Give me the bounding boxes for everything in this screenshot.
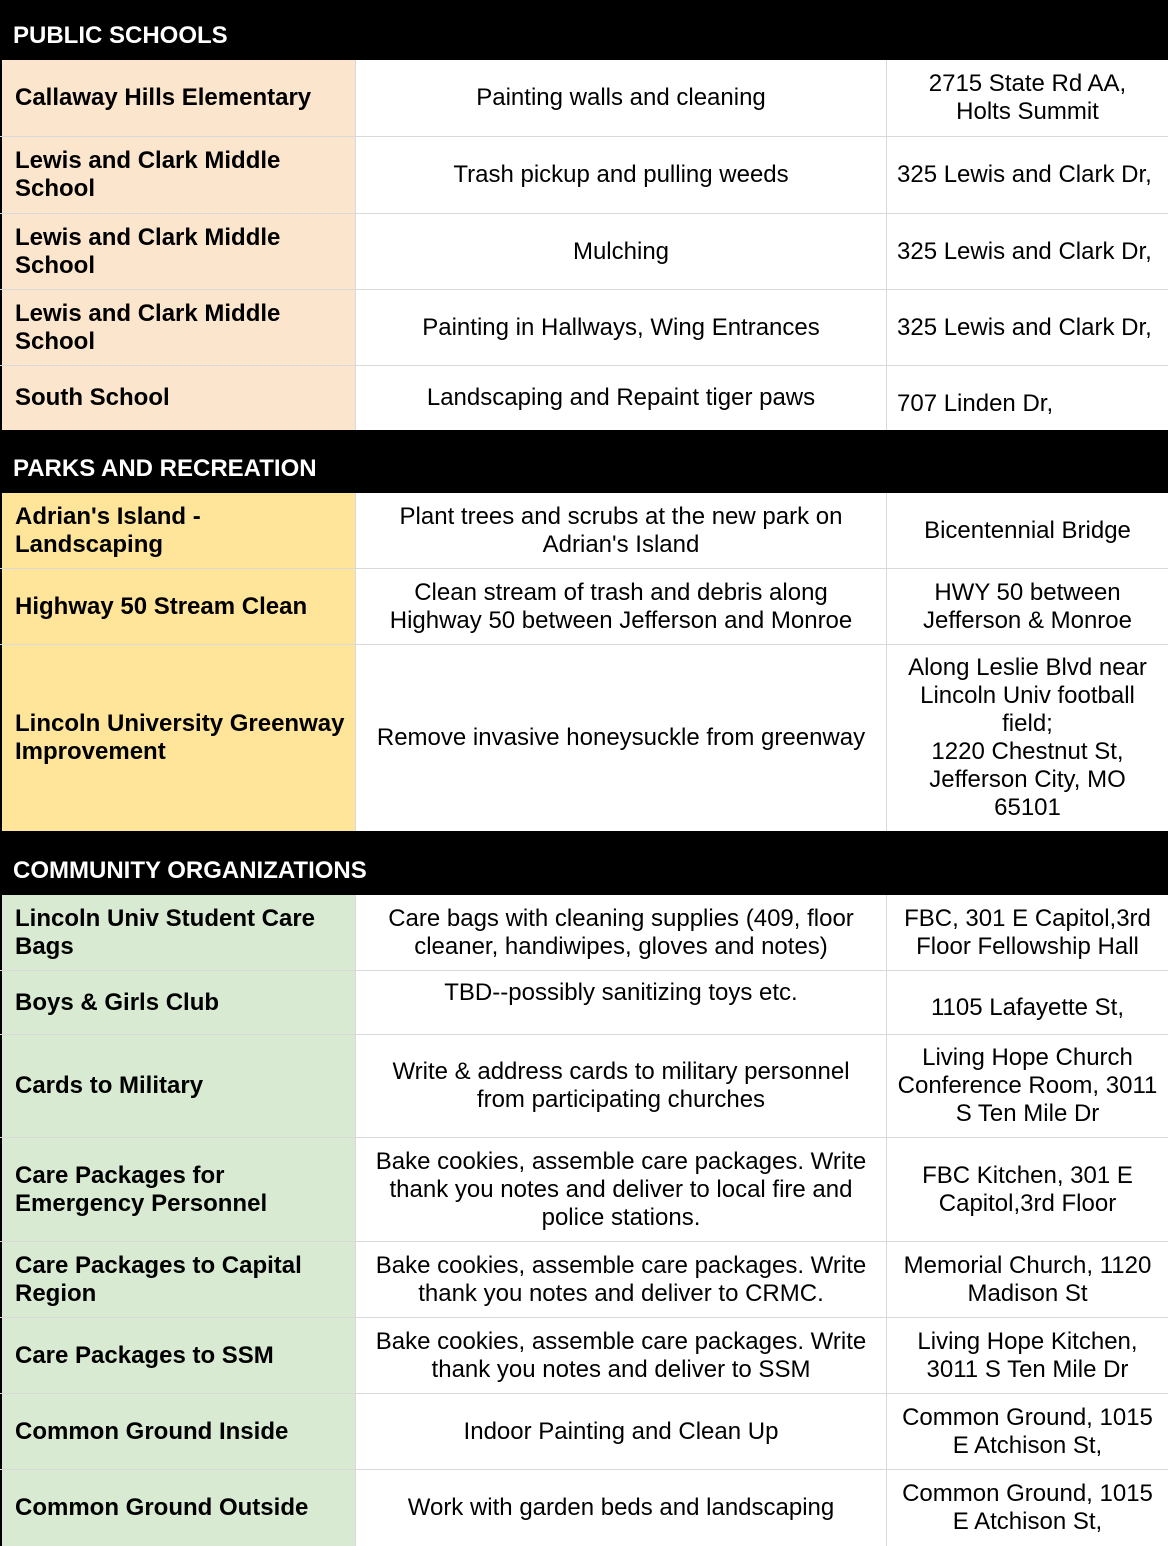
location: FBC, 301 E Capitol,3rd Floor Fellowship Hall — [886, 895, 1168, 970]
task-description: Indoor Painting and Clean Up — [355, 1394, 886, 1469]
task-description: Mulching — [355, 214, 886, 289]
table-row — [0, 645, 1168, 831]
location: Living Hope Church Conference Room, 3011 S Ten Mile Dr — [886, 1035, 1168, 1137]
project-name: Common Ground Inside — [0, 1394, 355, 1469]
project-name: Common Ground Outside — [0, 1470, 355, 1546]
table-row — [0, 1035, 1168, 1138]
table-row — [0, 1242, 1168, 1318]
project-name: Care Packages for Emergency Personnel — [0, 1138, 355, 1241]
table-row — [0, 366, 1168, 430]
task-description: Painting in Hallways, Wing Entrances — [355, 290, 886, 365]
project-name: Callaway Hills Elementary — [0, 60, 355, 136]
location: Living Hope Kitchen, 3011 S Ten Mile Dr — [886, 1318, 1168, 1393]
project-name: South School — [0, 366, 355, 430]
task-description: Care bags with cleaning supplies (409, floor cleaner, handiwipes, gloves and notes) — [355, 895, 886, 970]
task-description: TBD--possibly sanitizing toys etc. — [355, 971, 886, 1034]
project-name: Cards to Military — [0, 1035, 355, 1137]
location: Common Ground, 1015 E Atchison St, — [886, 1394, 1168, 1469]
location: 325 Lewis and Clark Dr, — [886, 214, 1168, 289]
project-name: Lewis and Clark Middle School — [0, 290, 355, 365]
section-header-parks-and-recreation — [0, 430, 1168, 493]
table-row — [0, 60, 1168, 137]
task-description: Clean stream of trash and debris along Highway 50 between Jefferson and Monroe — [355, 569, 886, 644]
location: Bicentennial Bridge — [886, 493, 1168, 568]
table-row — [0, 137, 1168, 214]
table-row — [0, 290, 1168, 366]
table-row — [0, 895, 1168, 971]
project-name: Lincoln Univ Student Care Bags — [0, 895, 355, 970]
location: 325 Lewis and Clark Dr, — [886, 137, 1168, 213]
project-name: Boys & Girls Club — [0, 971, 355, 1034]
project-name: Highway 50 Stream Clean — [0, 569, 355, 644]
task-description: Bake cookies, assemble care packages. Write thank you notes and deliver to SSM — [355, 1318, 886, 1393]
table-row — [0, 1394, 1168, 1470]
project-name: Lincoln University Greenway Improvement — [0, 645, 355, 831]
task-description: Trash pickup and pulling weeds — [355, 137, 886, 213]
section-title: COMMUNITY ORGANIZATIONS — [13, 857, 367, 884]
table-row — [0, 1138, 1168, 1242]
table-row — [0, 569, 1168, 645]
table-row — [0, 1318, 1168, 1394]
location: 2715 State Rd AA, Holts Summit — [886, 60, 1168, 136]
section-header-public-schools — [0, 0, 1168, 60]
location: 707 Linden Dr, — [886, 366, 1168, 430]
task-description: Work with garden beds and landscaping — [355, 1470, 886, 1546]
location: Along Leslie Blvd near Lincoln Univ football field; 1220 Chestnut St, Jefferson City, MO 65101 — [886, 645, 1168, 831]
table-row — [0, 214, 1168, 290]
task-description: Write & address cards to military personnel from participating churches — [355, 1035, 886, 1137]
location: Memorial Church, 1120 Madison St — [886, 1242, 1168, 1317]
task-description: Painting walls and cleaning — [355, 60, 886, 136]
task-description: Landscaping and Repaint tiger paws — [355, 366, 886, 430]
location: Common Ground, 1015 E Atchison St, — [886, 1470, 1168, 1546]
project-name: Care Packages to Capital Region — [0, 1242, 355, 1317]
location: FBC Kitchen, 301 E Capitol,3rd Floor — [886, 1138, 1168, 1241]
table-row — [0, 493, 1168, 569]
location: 1105 Lafayette St, — [886, 971, 1168, 1034]
project-name: Lewis and Clark Middle School — [0, 214, 355, 289]
location: 325 Lewis and Clark Dr, — [886, 290, 1168, 365]
task-description: Bake cookies, assemble care packages. Write thank you notes and deliver to CRMC. — [355, 1242, 886, 1317]
task-description: Remove invasive honeysuckle from greenway — [355, 645, 886, 831]
section-title: PARKS AND RECREATION — [13, 455, 317, 482]
project-name: Lewis and Clark Middle School — [0, 137, 355, 213]
section-title: PUBLIC SCHOOLS — [13, 22, 228, 49]
section-header-community-organizations — [0, 831, 1168, 895]
project-name: Adrian's Island - Landscaping — [0, 493, 355, 568]
table-row — [0, 1470, 1168, 1546]
project-name: Care Packages to SSM — [0, 1318, 355, 1393]
task-description: Bake cookies, assemble care packages. Write thank you notes and deliver to local fire and police stations. — [355, 1138, 886, 1241]
location: HWY 50 between Jefferson & Monroe — [886, 569, 1168, 644]
table-row — [0, 971, 1168, 1035]
task-description: Plant trees and scrubs at the new park on Adrian's Island — [355, 493, 886, 568]
